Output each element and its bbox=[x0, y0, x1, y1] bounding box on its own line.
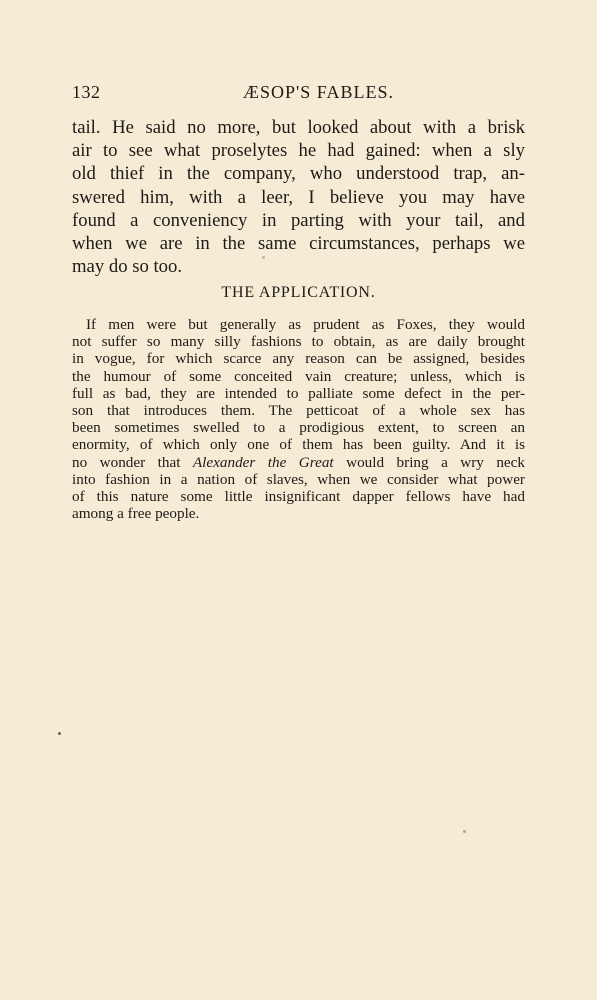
application-line: full as bad, they are intended to palliate some defect in the per- bbox=[72, 384, 525, 402]
application-line-with-italic bbox=[72, 454, 525, 471]
page-number: 132 bbox=[72, 82, 101, 102]
application-text-segment: would bring a wry neck bbox=[346, 453, 526, 471]
fable-line: when we are in the same circumstances, perhaps we bbox=[72, 233, 525, 255]
fable-line: found a conveniency in parting with your tail, and bbox=[72, 209, 525, 231]
fable-text bbox=[72, 116, 525, 278]
application-line: been sometimes swelled to a prodigious extent, to screen an bbox=[72, 419, 525, 437]
application-line: son that introduces them. The petticoat of a whole sex has bbox=[72, 402, 525, 420]
paper-speck bbox=[58, 732, 61, 735]
application-line: the humour of some conceited vain creature; unless, which is bbox=[72, 367, 525, 385]
fable-line: tail. He said no more, but looked about with a brisk bbox=[72, 117, 525, 138]
application-line: in vogue, for which scarce any reason can be assigned, besides bbox=[72, 350, 525, 368]
page-header bbox=[72, 82, 525, 106]
application-line: into fashion in a nation of slaves, when we consider what power bbox=[72, 470, 525, 488]
application-line: among a free people. bbox=[72, 505, 200, 523]
application-line: not suffer so many silly fashions to obtain, as are daily brought bbox=[72, 333, 525, 351]
fable-line: air to see what proselytes he had gained: when a sly bbox=[72, 140, 525, 162]
running-title: ÆSOP'S FABLES. bbox=[243, 82, 394, 102]
italic-name: Alexander the Great bbox=[192, 453, 334, 471]
application-line: of this nature some little insignificant dapper fellows have had bbox=[72, 488, 525, 506]
application-line: If men were but generally as prudent as Foxes, they would bbox=[86, 316, 525, 333]
fable-line: may do so too. bbox=[72, 256, 183, 278]
application-line: enormity, of which only one of them has been guilty. And it is bbox=[72, 436, 525, 454]
fable-line: old thief in the company, who understood trap, an- bbox=[72, 163, 525, 185]
fable-line: swered him, with a leer, I believe you may have bbox=[72, 186, 525, 208]
application-heading: THE APPLICATION. bbox=[221, 284, 376, 301]
application-text bbox=[72, 316, 525, 522]
paper-speck bbox=[262, 256, 265, 259]
application-text-segment: no wonder that bbox=[72, 453, 181, 471]
paper-speck bbox=[463, 830, 466, 833]
